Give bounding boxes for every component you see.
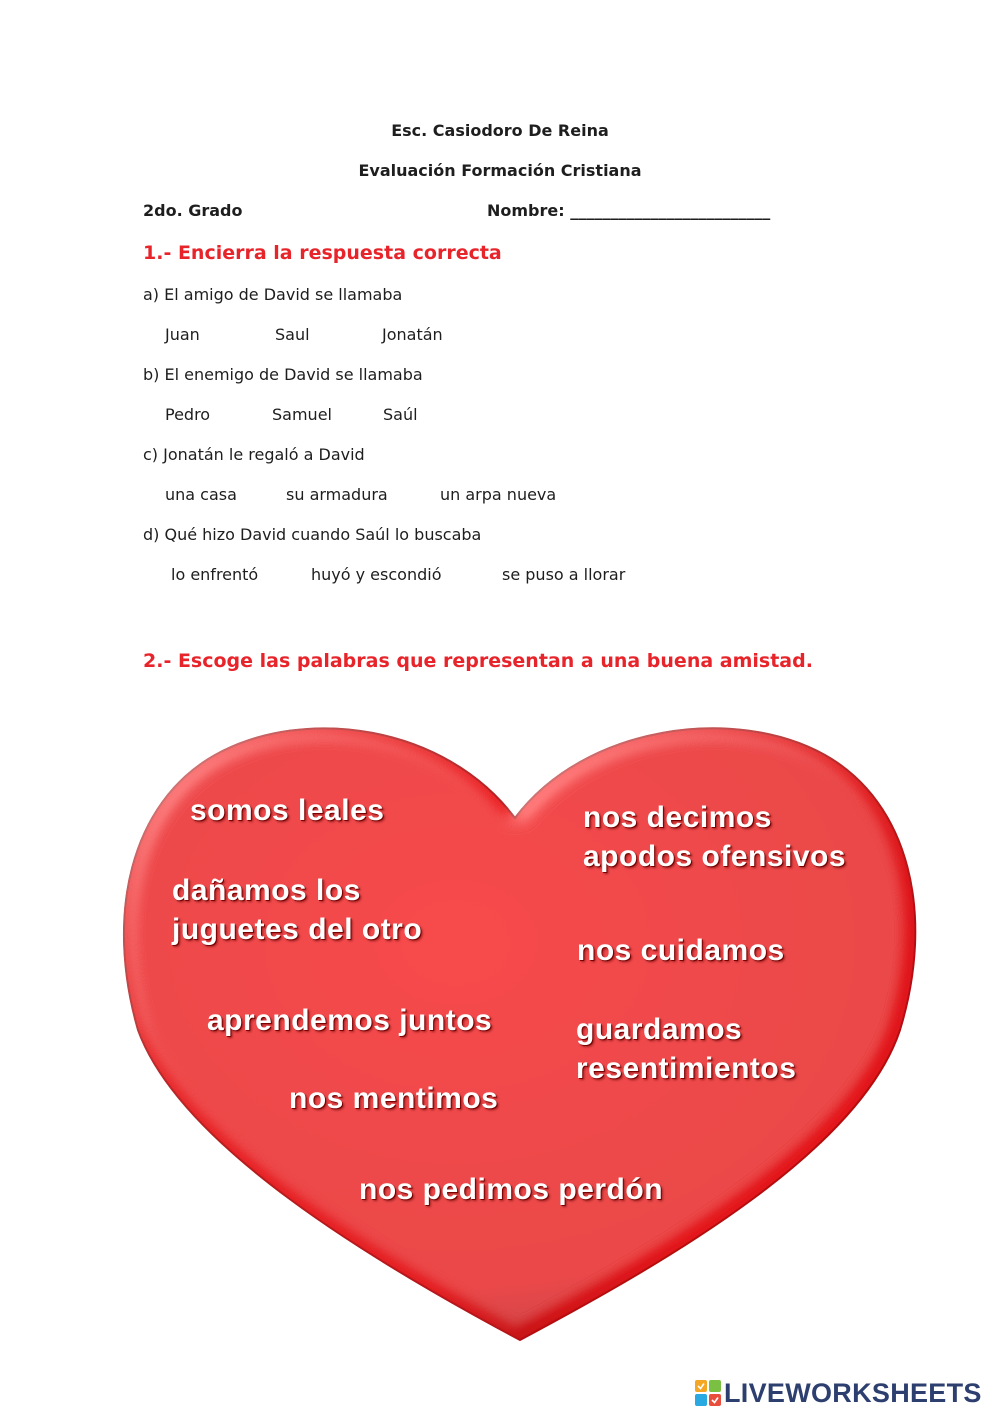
heart-word-somos-leales[interactable]: somos leales [190, 794, 385, 827]
liveworksheets-brand: LIVEWORKSHEETS [724, 1377, 982, 1408]
question-c: c) Jonatán le regaló a David [143, 445, 365, 464]
school-name: Esc. Casiodoro De Reina [391, 121, 609, 140]
section-1-title: 1.- Encierra la respuesta correcta [143, 242, 502, 264]
option-a-3[interactable]: Jonatán [382, 325, 443, 344]
worksheet-subject: Evaluación Formación Cristiana [358, 161, 642, 180]
liveworksheets-logo [695, 1376, 982, 1410]
heart-word-aprendemos-juntos[interactable]: aprendemos juntos [207, 1004, 493, 1037]
question-b: b) El enemigo de David se llamaba [143, 365, 423, 384]
option-a-1[interactable]: Juan [165, 325, 200, 344]
option-a-2[interactable]: Saul [275, 325, 310, 344]
section-2-title: 2.- Escoge las palabras que representan a una buena amistad. [143, 650, 813, 672]
option-c-1[interactable]: una casa [165, 485, 237, 504]
option-c-3[interactable]: un arpa nueva [440, 485, 557, 504]
option-b-1[interactable]: Pedro [165, 405, 211, 424]
option-b-3[interactable]: Saúl [383, 405, 418, 424]
heart-word-apodos-ofensivos[interactable]: nos decimos apodos ofensivos [583, 801, 847, 873]
grade-label: 2do. Grado [143, 201, 243, 220]
heart-word-nos-cuidamos[interactable]: nos cuidamos [577, 934, 785, 967]
option-b-2[interactable]: Samuel [272, 405, 332, 424]
heart-word-nos-mentimos[interactable]: nos mentimos [289, 1082, 499, 1115]
liveworksheets-logo-icon [695, 1380, 721, 1406]
heart-word-resentimientos[interactable]: guardamos resentimientos [576, 1013, 797, 1085]
option-d-2[interactable]: huyó y escondió [311, 565, 442, 584]
option-c-2[interactable]: su armadura [286, 485, 388, 504]
name-field[interactable]: Nombre: _________________________ [487, 201, 771, 220]
question-d: d) Qué hizo David cuando Saúl lo buscaba [143, 525, 482, 544]
heart-word-nos-pedimos-perdon[interactable]: nos pedimos perdón [359, 1173, 664, 1206]
option-d-1[interactable]: lo enfrentó [171, 565, 259, 584]
option-d-3[interactable]: se puso a llorar [502, 565, 626, 584]
heart-word-danamos-juguetes[interactable]: dañamos los juguetes del otro [172, 874, 423, 946]
question-a: a) El amigo de David se llamaba [143, 285, 403, 304]
